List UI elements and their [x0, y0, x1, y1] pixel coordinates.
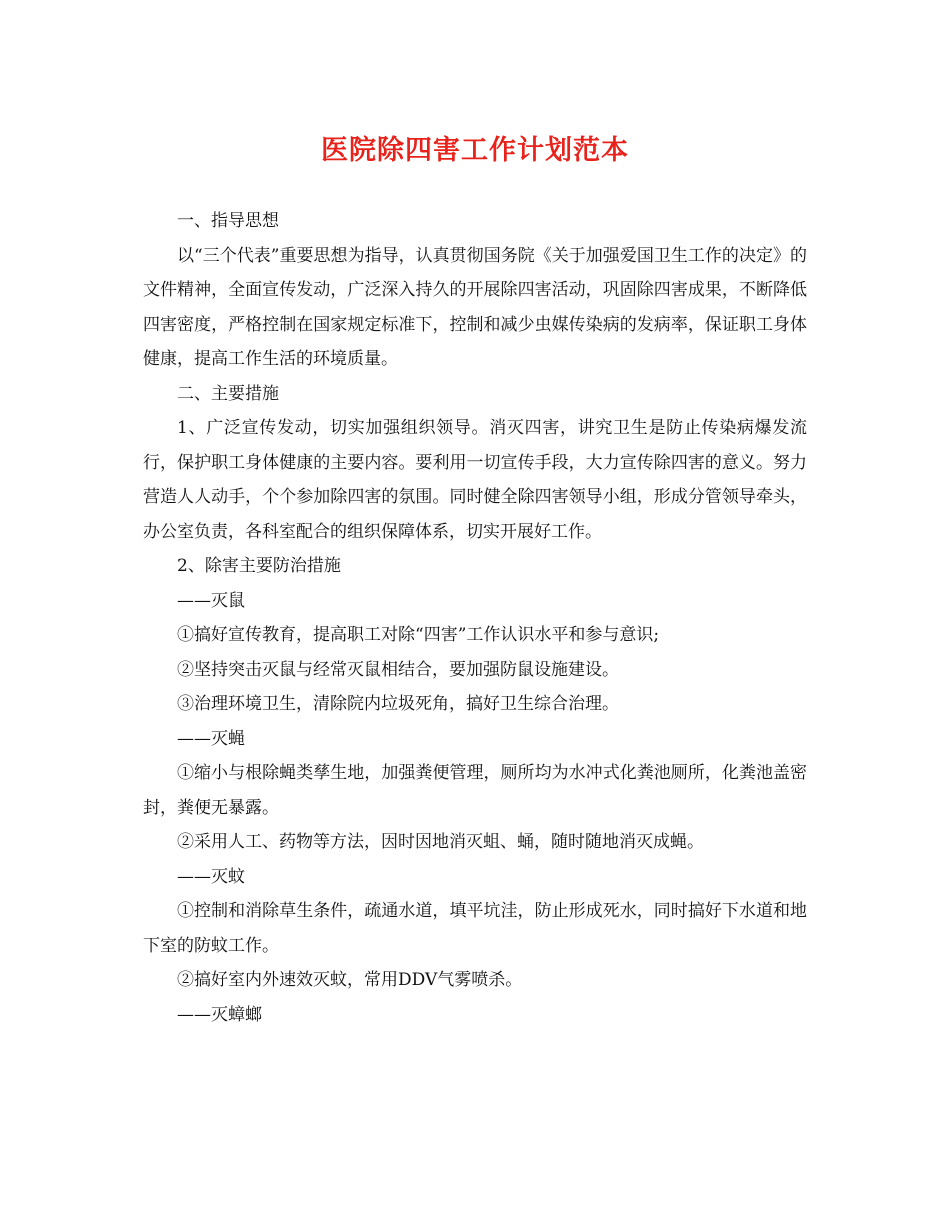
- subheading-prevention-measures: 2、除害主要防治措施: [177, 556, 341, 576]
- document-title: 医院除四害工作计划范本: [321, 135, 629, 166]
- subheading-flies: ——灭蝇: [177, 728, 245, 749]
- subheading-mosquitoes: ——灭蚊: [177, 866, 245, 887]
- paragraph-guiding-thought: 以“三个代表”重要思想为指导，认真贯彻国务院《关于加强爱国卫生工作的决定》的文件精神，全面宣传发动，广泛深入持久的开展除四害活动，巩固除四害成果，不断降低四害密度，严格控制在国家规定标准下，控制和减少虫媒传染病的发病率，保证职工身体健康，提高工作生活的环境质量。: [143, 245, 807, 369]
- section-heading-guiding-thought: 一、指导思想: [177, 211, 279, 231]
- list-item-flies-2: ②采用人工、药物等方法，因时因地消灭蛆、蛹，随时随地消灭成蝇。: [177, 832, 704, 852]
- paragraph-publicity: 1、广泛宣传发动，切实加强组织领导。消灭四害，讲究卫生是防止传染病爆发流行，保护职工身体健康的主要内容。要利用一切宣传手段，大力宣传除四害的意义。努力营造人人动手，个个参加除四害的氛围。同时健全除四害领导小组，形成分管领导牵头，办公室负责，各科室配合的组织保障体系，切实开展好工作。: [143, 418, 807, 542]
- list-item-mosquitoes-1: ①控制和消除草生条件，疏通水道，填平坑洼，防止形成死水，同时搞好下水道和地下室的防蚊工作。: [143, 901, 807, 956]
- section-heading-main-measures: 二、主要措施: [177, 383, 279, 404]
- list-item-rodents-1: ①搞好宣传教育，提高职工对除“四害”工作认识水平和参与意识;: [177, 625, 660, 645]
- subheading-cockroaches: ——灭蟑螂: [177, 1004, 262, 1025]
- list-item-rodents-2: ②坚持突击灭鼠与经常灭鼠相结合，要加强防鼠设施建设。: [177, 659, 619, 680]
- list-item-mosquitoes-2: ②搞好室内外速效灭蚊，常用DDV气雾喷杀。: [177, 970, 523, 990]
- subheading-rodents: ——灭鼠: [177, 590, 245, 611]
- list-item-flies-1: ①缩小与根除蝇类孳生地，加强粪便管理，厕所均为水冲式化粪池厕所，化粪池盖密封，粪便无暴露。: [143, 763, 807, 818]
- list-item-rodents-3: ③治理环境卫生，清除院内垃圾死角，搞好卫生综合治理。: [177, 694, 619, 714]
- document-body: [143, 204, 807, 1032]
